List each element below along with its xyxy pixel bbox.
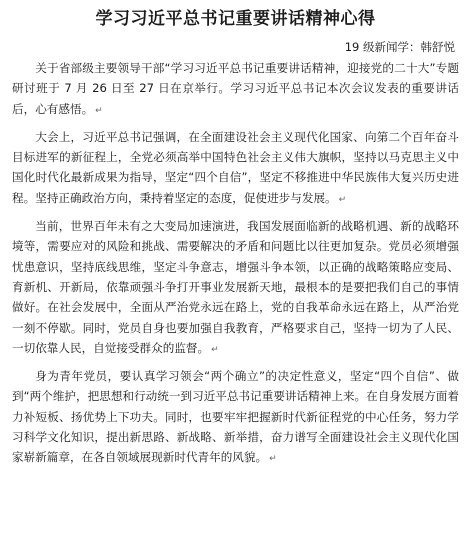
- paragraph-speech-summary: [12, 127, 459, 210]
- paragraph-text: 大会上，习近平总书记强调，在全面建设社会主义现代化国家、向第二个百年奋斗目标进军的新征程上，全党必须高举中国特色社会主义伟大旗帜，坚持以马克思主义中国化时代化最新成果为指导，坚定“四个自信”，坚定不移推进中华民族伟大复兴历史进程。坚持正确政治方向，秉持着坚定的态度，促使进步与发展。: [12, 129, 459, 205]
- document-title: 学习习近平总书记重要讲话精神心得: [95, 9, 376, 29]
- paragraph-intro: [12, 58, 459, 121]
- paragraph-text: 关于省部级主要领导干部“学习习近平总书记重要讲话精神，迎接党的二十大”专题研讨班于 7 月 26 日至 27 日在京举行。学习习近平总书记本次会议发表的重要讲话后，心有感悟。: [12, 61, 459, 116]
- paragraph-mark-icon: ↵: [338, 194, 347, 205]
- paragraph-mark-icon: ↵: [269, 454, 277, 465]
- paragraph-text: 身为青年党员，要认真学习领会“两个确立”的决定性意义，坚定“四个自信”、做到“两个维护，把思想和行动统一到习近平总书记重要讲话精神上来。在自身发展方面着力补短板、扬优势上下功夫。同时，也要牢牢把握新时代新征程党的中心任务，努力学习科学文化知识，提出新思路、新战略、新举措，奋力谱写全面建设社会主义现代化国家崭新篇章，在各自领域展现新时代青年的风貌。: [12, 369, 459, 465]
- paragraph-youth-members: [12, 366, 459, 469]
- paragraph-mark-icon: ↵: [211, 344, 219, 355]
- paragraph-text: 当前，世界百年未有之大变局加速演进，我国发展面临新的战略机遇、新的战略环境等，需要应对的风险和挑战、需要解决的矛盾和问题比以往更加复杂。党员必须增强忧患意识，坚持底线思维，坚定斗争意志，增强斗争本领，以正确的战略策略应变局、育新机、开新局，依靠顽强斗争打开事业发展新天地，最根本的是要把我们自己的事情做好。在社会发展中，全面从严治党永远在路上，党的自我革命永远在路上，从严治党一刻不停歇。同时，党员自身也要加强自我教育，严格要求自己，坚持一切为了人民、一切依靠人民，自觉接受群众的监督。: [12, 219, 459, 355]
- paragraph-mark-icon: ↵: [95, 105, 103, 116]
- author-line: 19 级新闻学：韩舒悦: [344, 40, 455, 54]
- paragraph-current-situation: [12, 216, 459, 360]
